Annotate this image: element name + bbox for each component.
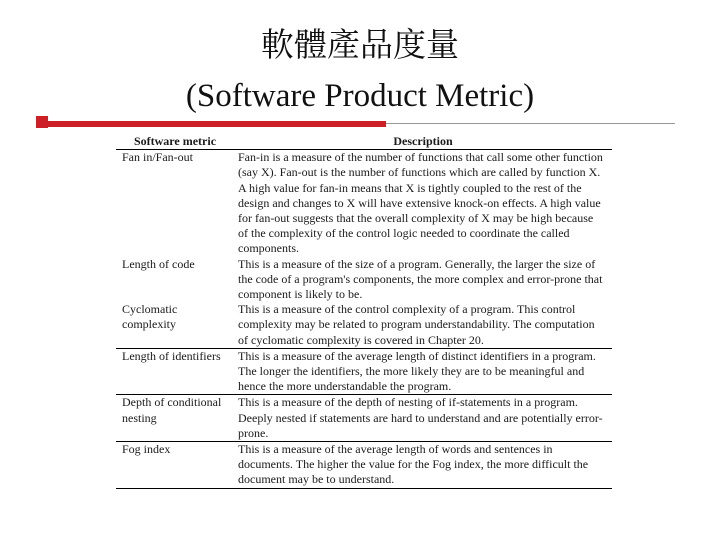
header-description: Description [234,133,612,150]
table-row [116,150,612,257]
metrics-table-container [116,133,612,489]
slide-title-chinese: 軟體產品度量 [261,28,459,64]
metric-description: This is a measure of the average length of distinct identifiers in a program. The longer the identifiers, the more likely they are to be meaningful and hence the more understandable the program. [234,348,612,395]
metric-name: Fog index [116,442,234,489]
metric-name: Length of identifiers [116,348,234,395]
metric-name: Fan in/Fan-out [122,150,193,165]
metric-name: Cyclomatic complexity [122,302,178,332]
metric-name: Depth of conditional nesting [116,395,234,442]
table-row [116,302,612,348]
metric-description: This is a measure of the depth of nesting of if-statements in a program. Deeply nested if statements are hard to understand and are potentially error-prone. [234,395,612,442]
metric-name: Length of code [122,256,195,271]
table-row [116,348,612,395]
metric-description: This is a measure of the control complexity of a program. This control complexity may be related to program understandability. The computation of cyclomatic complexity is covered in Chapter 20. [238,302,595,347]
accent-bar [44,121,386,127]
metrics-table [116,133,612,489]
metric-description: This is a measure of the size of a program. Generally, the larger the size of the code of a program's components, the more complex and error-prone that component is likely to be. [238,256,603,302]
table-row [116,395,612,442]
metric-description: This is a measure of the average length of words and sentences in documents. The higher the value for the Fog index, the more difficult the document may be to understand. [234,442,612,489]
accent-rule [386,123,675,124]
header-software-metric: Software metric [116,133,234,150]
table-header-row [116,133,612,150]
table-row [116,257,612,303]
metric-description: Fan-in is a measure of the number of functions that call some other function (say X). Fan-out is the number of functions which are called by function X. A high value for fan-in means that X is tightly coupled to the rest of the design and changes to X will have extensive knock-on effects. A high value for fan-out suggests that the overall complexity of X may be high because of the complexity of the control logic needed to coordinate the called components. [238,150,603,256]
slide-title-english: (Software Product Metric) [185,78,535,114]
table-row [116,442,612,489]
